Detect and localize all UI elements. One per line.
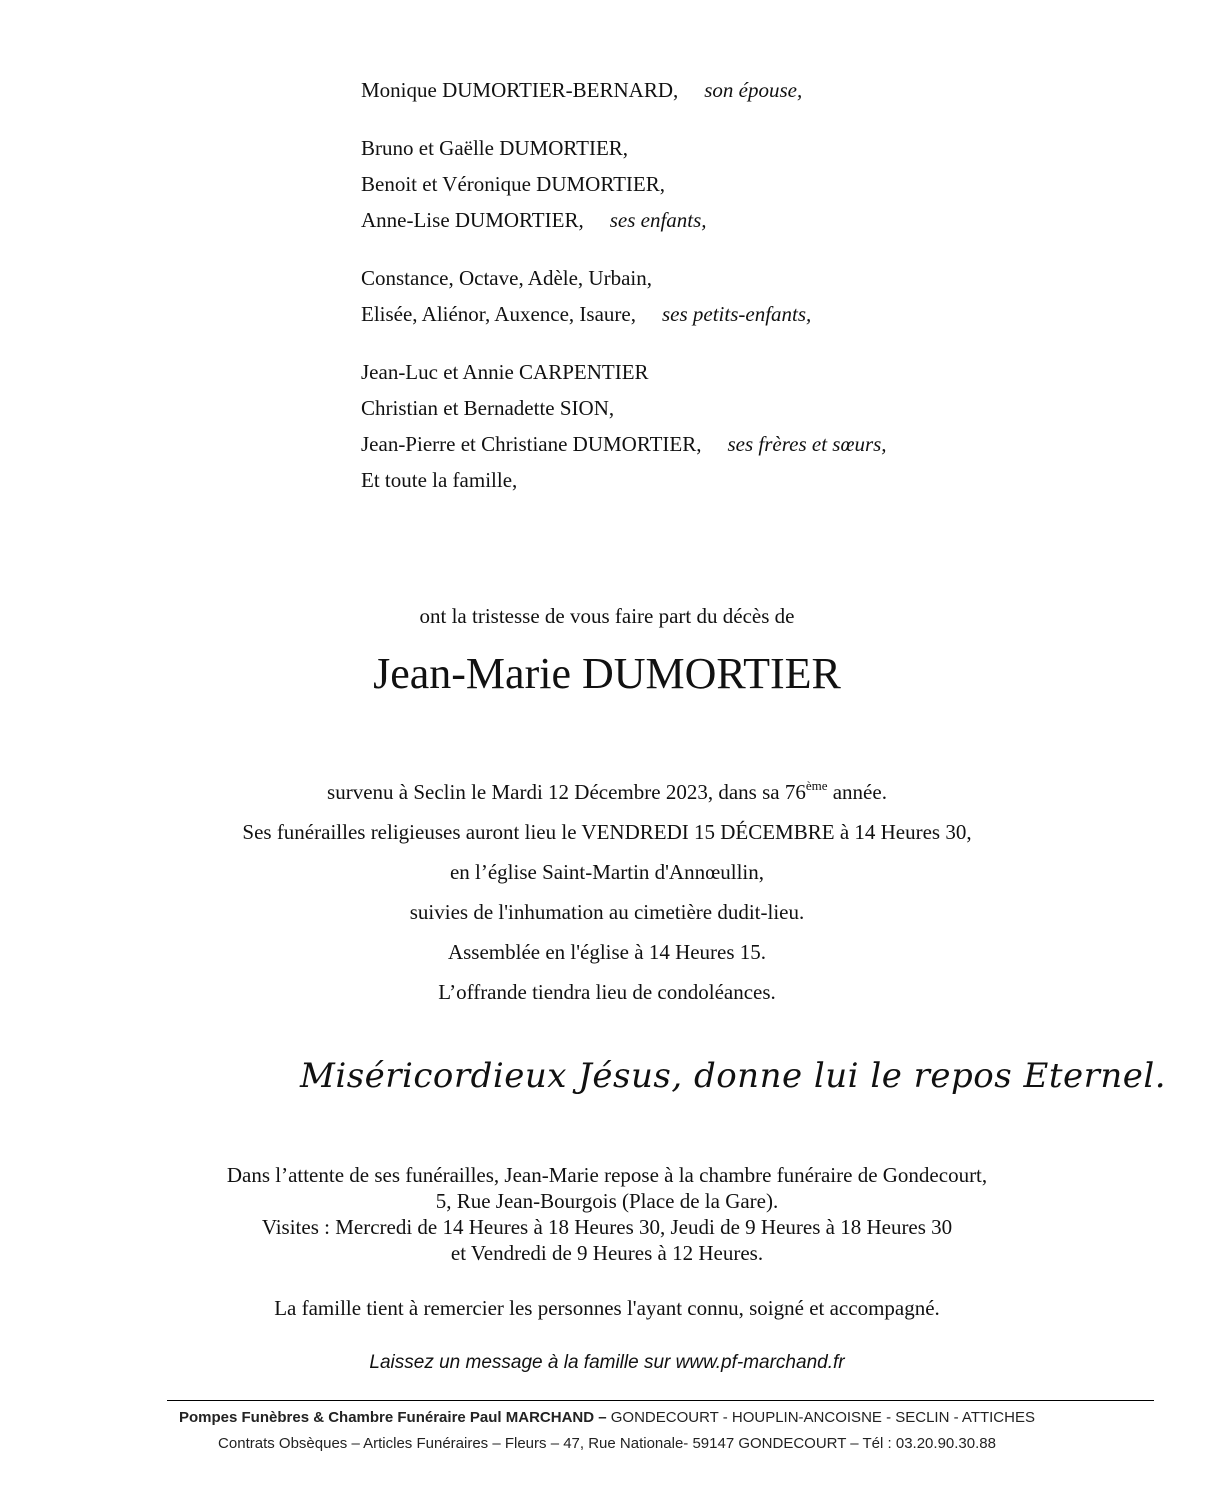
- family-member-name: Elisée, Aliénor, Auxence, Isaure,: [361, 302, 636, 326]
- visits-line: 5, Rue Jean-Bourgois (Place de la Gare).: [435, 1189, 779, 1213]
- family-line: [361, 166, 1121, 202]
- family-group-siblings: [361, 354, 1121, 498]
- assembly-line: Assemblée en l'église à 14 Heures 15.: [447, 940, 767, 964]
- family-member-name: Et toute la famille,: [361, 468, 518, 492]
- family-member-name: Monique DUMORTIER-BERNARD,: [361, 78, 679, 102]
- family-line: [361, 354, 1121, 390]
- family-line: [361, 426, 1121, 462]
- thanks-text: La famille tient à remercier les personnes l'ayant connu, soigné et accompagné.: [274, 1296, 940, 1320]
- visits-info: [0, 1162, 1214, 1266]
- family-member-name: Anne-Lise DUMORTIER,: [361, 208, 584, 232]
- family-line: [361, 390, 1121, 426]
- death-date-year-text: année.: [827, 780, 887, 804]
- family-role: son épouse,: [704, 78, 803, 102]
- death-date-line: [0, 772, 1214, 812]
- burial-line: suivies de l'inhumation au cimetière dudit-lieu.: [409, 900, 805, 924]
- footer-contact-line: Contrats Obsèques – Articles Funéraires – Fleurs – 47, Rue Nationale- 59147 GONDECOURT – Tél : 03.20.90.30.88: [218, 1435, 996, 1452]
- family-member-name: Christian et Bernadette SION,: [361, 396, 615, 420]
- family-member-name: Benoit et Véronique DUMORTIER,: [361, 172, 665, 196]
- family-role: ses enfants,: [609, 208, 707, 232]
- family-role: ses petits-enfants,: [661, 302, 812, 326]
- funeral-details: [0, 772, 1214, 1012]
- family-member-name: Jean-Luc et Annie CARPENTIER: [361, 360, 649, 384]
- family-line: [361, 72, 1121, 108]
- offering-line: L’offrande tiendra lieu de condoléances.: [438, 980, 776, 1004]
- family-group-children: [361, 130, 1121, 238]
- deceased-name: Jean-Marie DUMORTIER: [373, 649, 841, 698]
- footer-company-name: Pompes Funèbres & Chambre Funéraire Paul MARCHAND –: [179, 1409, 607, 1426]
- message-invitation: Laissez un message à la famille sur www.pf-marchand.fr: [369, 1352, 845, 1373]
- family-list: [361, 72, 1121, 520]
- footer-company-line: [0, 1409, 1214, 1426]
- prayer-text: Miséricordieux Jésus, donne lui le repos Eternel.: [300, 1056, 1167, 1096]
- church-line: en l’église Saint-Martin d'Annœullin,: [449, 860, 765, 884]
- family-role: ses frères et sœurs,: [727, 432, 887, 456]
- footer-locations: GONDECOURT - HOUPLIN-ANCOISNE - SECLIN - ATTICHES: [606, 1409, 1035, 1426]
- announcement-intro: ont la tristesse de vous faire part du décès de: [419, 604, 795, 628]
- family-group-grandchildren: [361, 260, 1121, 332]
- family-group-spouse: [361, 72, 1121, 108]
- visits-line: et Vendredi de 9 Heures à 12 Heures.: [450, 1241, 764, 1265]
- family-line: [361, 296, 1121, 332]
- visits-line: Visites : Mercredi de 14 Heures à 18 Heures 30, Jeudi de 9 Heures à 18 Heures 30: [261, 1215, 953, 1239]
- family-line: [361, 202, 1121, 238]
- family-line: [361, 260, 1121, 296]
- visits-line: Dans l’attente de ses funérailles, Jean-Marie repose à la chambre funéraire de Gondecourt,: [226, 1163, 988, 1187]
- funeral-date-line: Ses funérailles religieuses auront lieu le VENDREDI 15 DÉCEMBRE à 14 Heures 30,: [242, 820, 972, 844]
- family-member-name: Bruno et Gaëlle DUMORTIER,: [361, 136, 629, 160]
- family-member-name: Constance, Octave, Adèle, Urbain,: [361, 266, 652, 290]
- ordinal-suffix: ème: [805, 778, 828, 793]
- death-date-text: survenu à Seclin le Mardi 12 Décembre 2023, dans sa 76: [327, 780, 806, 804]
- footer-divider: [167, 1400, 1154, 1401]
- family-member-name: Jean-Pierre et Christiane DUMORTIER,: [361, 432, 702, 456]
- family-line: [361, 462, 1121, 498]
- family-line: [361, 130, 1121, 166]
